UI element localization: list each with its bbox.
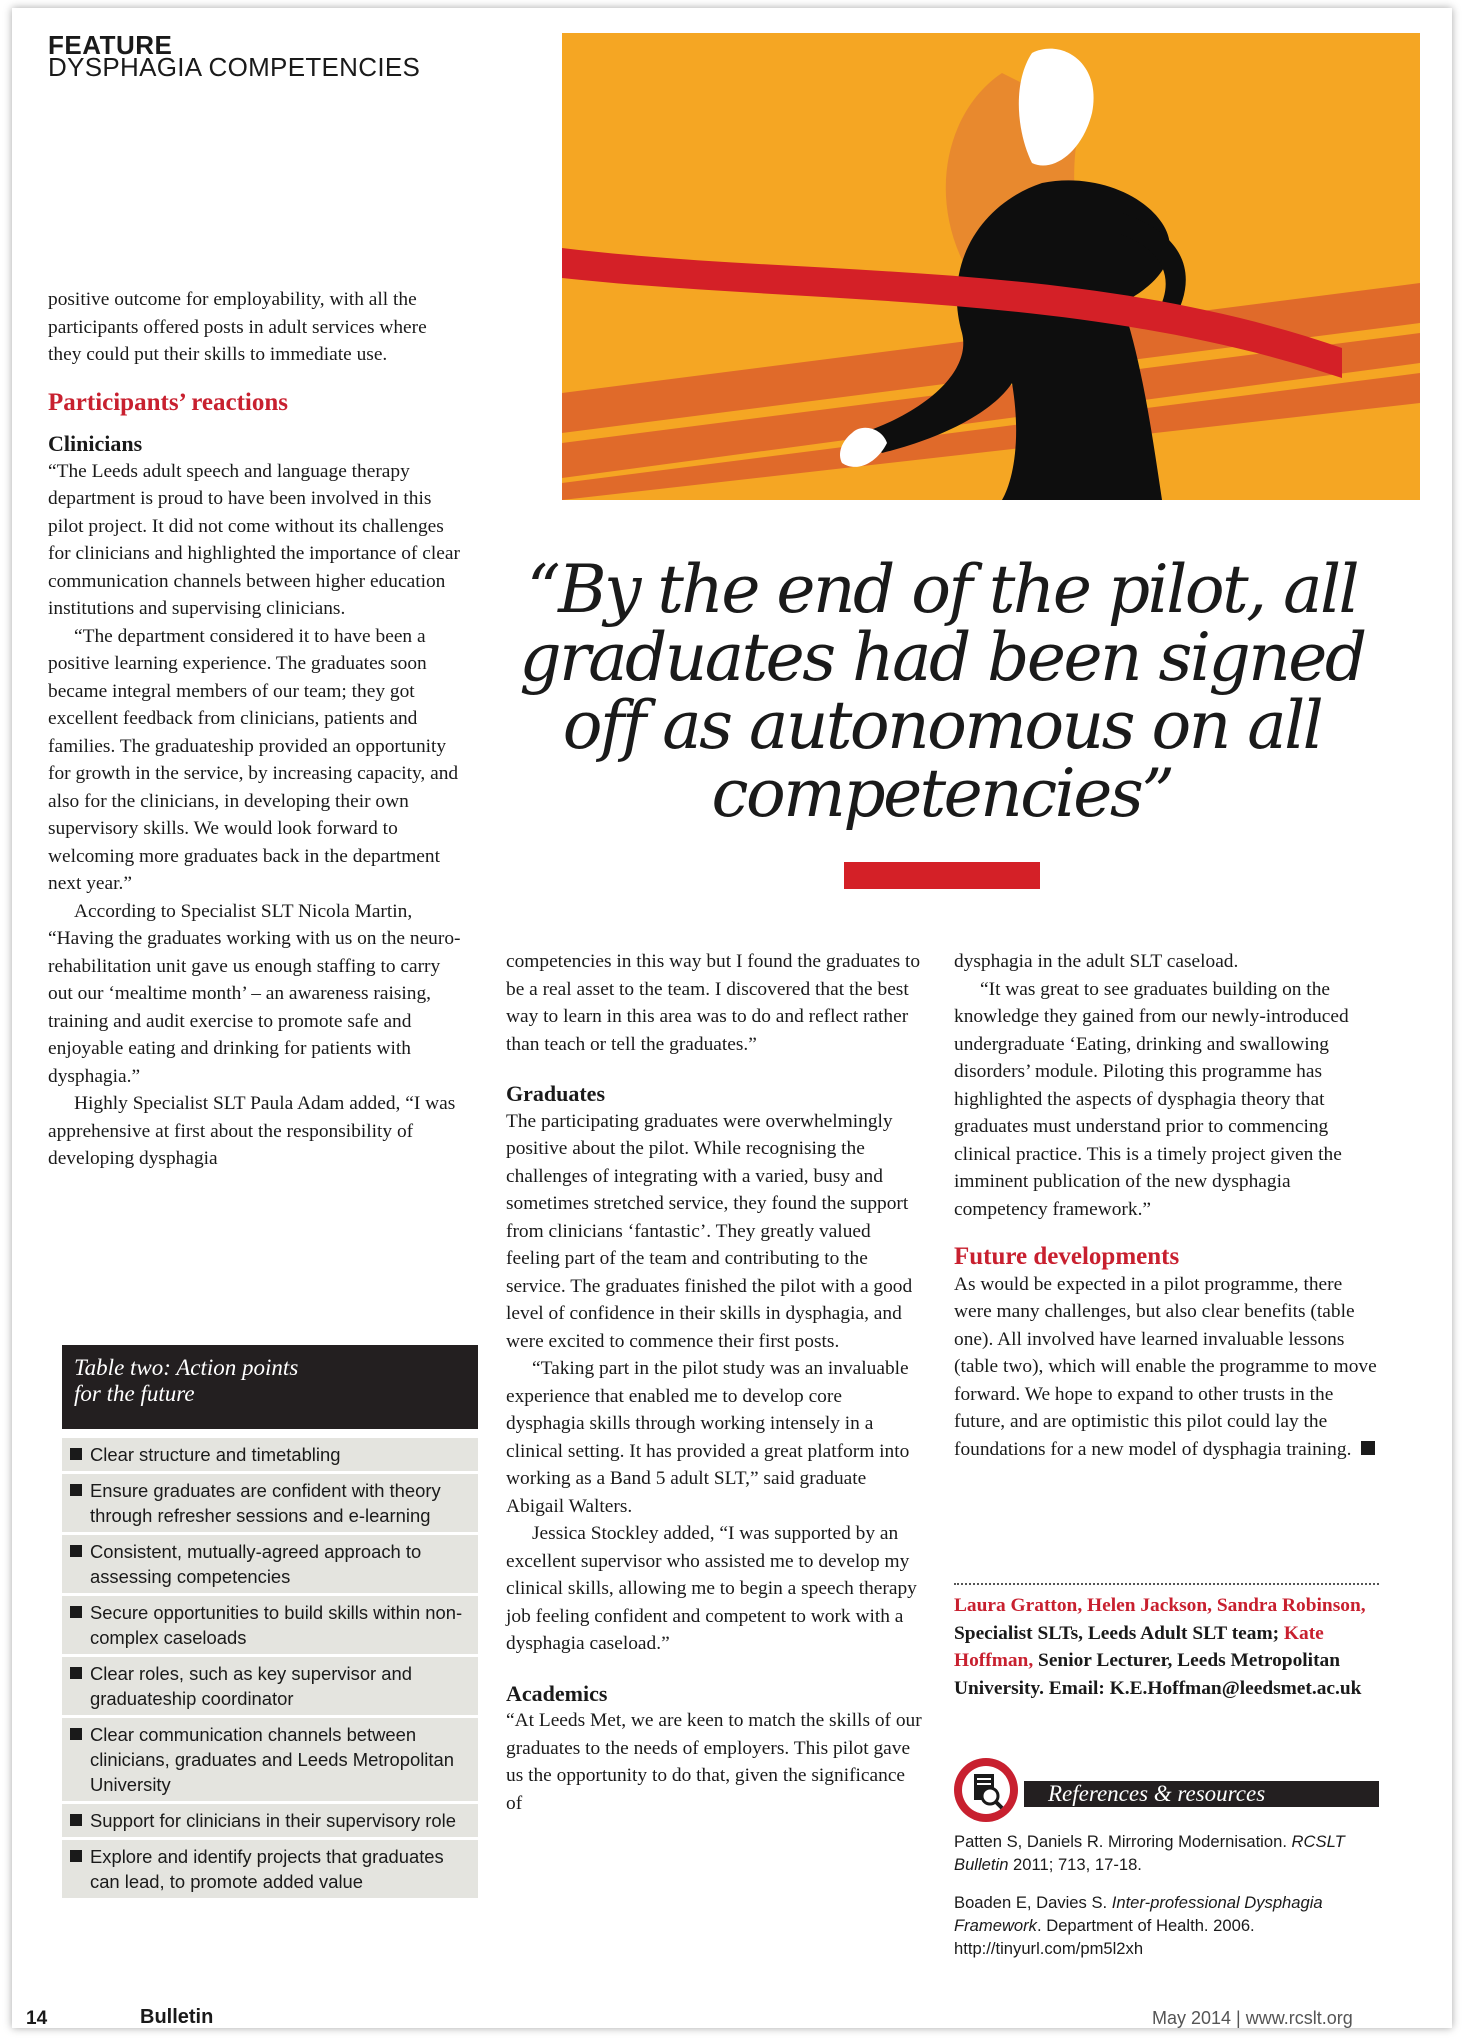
divider: [954, 1583, 1379, 1585]
graduates-heading: Graduates: [506, 1081, 605, 1106]
action-point-text: Secure opportunities to build skills within non-complex caseloads: [90, 1602, 463, 1648]
reference-item: Patten S, Daniels R. Mirroring Modernisation. RCSLT Bulletin 2011; 713, 17-18.: [954, 1832, 1345, 1874]
pull-quote: “By the end of the pilot, all graduates had been signed off as autonomous on all competencies”: [519, 551, 1365, 832]
clinicians-heading: Clinicians: [48, 431, 143, 456]
action-point-row: [62, 1801, 478, 1837]
action-point-row: [62, 1435, 478, 1471]
col2-paragraph: The participating graduates were overwhelmingly positive about the pilot. While recognising the challenges of integrating with a varied, busy and sometimes stretched service, they found the support from clinicians ‘fantastic’. They greatly valued feeling part of the team and contributing to the service. The graduates finished the pilot with a good level of confidence in their skills in dysphagia, and were excited to commence their first posts.: [506, 1110, 913, 1352]
action-point-text: Support for clinicians in their supervisory role: [90, 1810, 456, 1831]
col2-paragraph: “At Leeds Met, we are keen to match the skills of our graduates to the needs of employers. This pilot gave us the opportunity to do that, given the significance of: [506, 1710, 922, 1814]
author-names: Kate Hoffman,: [954, 1622, 1324, 1671]
action-point-text: Clear communication channels between clinicians, graduates and Leeds Metropolitan University: [90, 1724, 454, 1795]
participants-reactions-heading: Participants’ reactions: [48, 388, 289, 416]
author-names: Laura Gratton, Helen Jackson, Sandra Robinson,: [954, 1595, 1366, 1616]
athlete-illustration: [562, 33, 1420, 500]
col3-paragraph: “It was great to see graduates building on the knowledge they gained from our newly-introduced undergraduate ‘Eating, drinking and swallowing disorders’ module. Piloting this programme has highlighted the aspects of dysphagia theory that graduates must understand prior to commencing clinical practice. This is a timely project given the imminent publication of the new dysphagia competency framework.”: [954, 978, 1349, 1220]
magnifier-document-icon: [954, 1758, 1018, 1822]
action-point-row: [62, 1715, 478, 1801]
action-point-text: Explore and identify projects that graduates can lead, to promote added value: [90, 1846, 444, 1892]
references-heading: References & resources: [1024, 1781, 1379, 1807]
bullet-square-icon: [70, 1814, 82, 1826]
table-two-title-line: for the future: [74, 1381, 195, 1406]
end-mark-icon: [1361, 1441, 1375, 1455]
column-2: [506, 948, 922, 1817]
magazine-name: Bulletin: [140, 2006, 214, 2028]
col2-paragraph: Jessica Stockley added, “I was supported by an excellent supervisor who assisted me to develop my clinical skills, allowing me to begin a speech therapy job feeling confident and competent to work with a dysphagia caseload.”: [506, 1523, 917, 1654]
bullet-square-icon: [70, 1606, 82, 1618]
bullet-square-icon: [70, 1545, 82, 1557]
author-role: Specialist SLTs, Leeds Adult SLT team;: [954, 1622, 1284, 1644]
bullet-square-icon: [70, 1484, 82, 1496]
table-two-title-line: Table two: Action points: [74, 1355, 299, 1380]
col1-paragraph: According to Specialist SLT Nicola Martin, “Having the graduates working with us on the neuro-rehabilitation unit gave us enough staffing to carry out our ‘mealtime month’ – an awareness raising, training and audit exercise to promote safe and enjoyable eating and drinking for patients with dysphagia.”: [48, 900, 461, 1087]
action-point-text: Consistent, mutually-agreed approach to assessing competencies: [90, 1541, 422, 1587]
col1-paragraph: Highly Specialist SLT Paula Adam added, “I was apprehensive at first about the responsibility of developing dysphagia: [48, 1093, 456, 1169]
future-text: As would be expected in a pilot programme, there were many challenges, but also clear benefits (table one). All involved have learned invaluable lessons (table two), which will enable the programme to move forward. We hope to expand to other trusts in the future, and are optimistic this pilot could lay the foundations for a new model of dysphagia training.: [954, 1273, 1377, 1460]
col1-paragraph: “The department considered it to have been a positive learning experience. The graduates soon became integral members of our team; they got excellent feedback from clinicians, patients and families. The graduateship provided an opportunity for growth in the service, by increasing capacity, and also for the clinicians, in developing their own supervisory skills. We would look forward to welcoming more graduates back in the department next year.”: [48, 625, 459, 894]
column-1: [48, 286, 464, 1173]
reference-item: Boaden E, Davies S. Inter-professional Dysphagia Framework. Department of Health. 2006. http://tinyurl.com/pm5l2xh: [954, 1893, 1323, 1958]
intro-paragraph: positive outcome for employability, with all the participants offered posts in adult services where they could put their skills to immediate use.: [48, 289, 427, 365]
col2-paragraph: “Taking part in the pilot study was an invaluable experience that enabled me to develop core dysphagia skills through working intensely in a clinical setting. It has provided a great platform into working as a Band 5 adult SLT,” said graduate Abigail Walters.: [506, 1358, 910, 1517]
action-point-text: Clear roles, such as key supervisor and graduateship coordinator: [90, 1663, 412, 1709]
col3-paragraph: dysphagia in the adult SLT caseload.: [954, 951, 1239, 972]
column-3: [954, 948, 1379, 1463]
author-credits: [954, 1592, 1379, 1702]
quote-accent-bar: [844, 862, 1040, 889]
bullet-square-icon: [70, 1850, 82, 1862]
action-point-text: Ensure graduates are confident with theory through refresher sessions and e-learning: [90, 1480, 441, 1526]
magazine-page: [12, 8, 1452, 2028]
feature-label: FEATURE: [48, 30, 173, 60]
issue-and-url: May 2014 | www.rcslt.org: [1152, 2008, 1353, 2028]
future-developments-heading: Future developments: [954, 1243, 1180, 1270]
feature-subtitle: DYSPHAGIA COMPETENCIES: [48, 52, 421, 82]
action-point-text: Clear structure and timetabling: [90, 1444, 341, 1465]
col1-paragraph: “The Leeds adult speech and language therapy department is proud to have been involved in this pilot project. It did not come without its challenges for clinicians and highlighted the importance of clear communication channels between higher education institutions and supervising clinicians.: [48, 460, 460, 619]
bullet-square-icon: [70, 1448, 82, 1460]
author-role: Senior Lecturer, Leeds Metropolitan University. Email: K.E.Hoffman@leedsmet.ac.uk: [954, 1650, 1362, 1699]
page-number: 14: [26, 2008, 48, 2029]
table-two: [62, 1345, 478, 1898]
action-point-row: [62, 1593, 478, 1654]
table-two-title: [62, 1345, 478, 1429]
action-point-row: [62, 1837, 478, 1898]
academics-heading: Academics: [506, 1680, 608, 1706]
action-point-row: [62, 1532, 478, 1593]
action-point-row: [62, 1471, 478, 1532]
action-point-row: [62, 1654, 478, 1715]
col2-paragraph: competencies in this way but I found the graduates to be a real asset to the team. I discovered that the best way to learn in this area was to do and reflect rather than teach or tell the graduates.”: [506, 951, 921, 1055]
bullet-square-icon: [70, 1667, 82, 1679]
col3-paragraph: [954, 1271, 1379, 1464]
runner-finish-line-image: [562, 33, 1420, 500]
bullet-square-icon: [70, 1728, 82, 1740]
